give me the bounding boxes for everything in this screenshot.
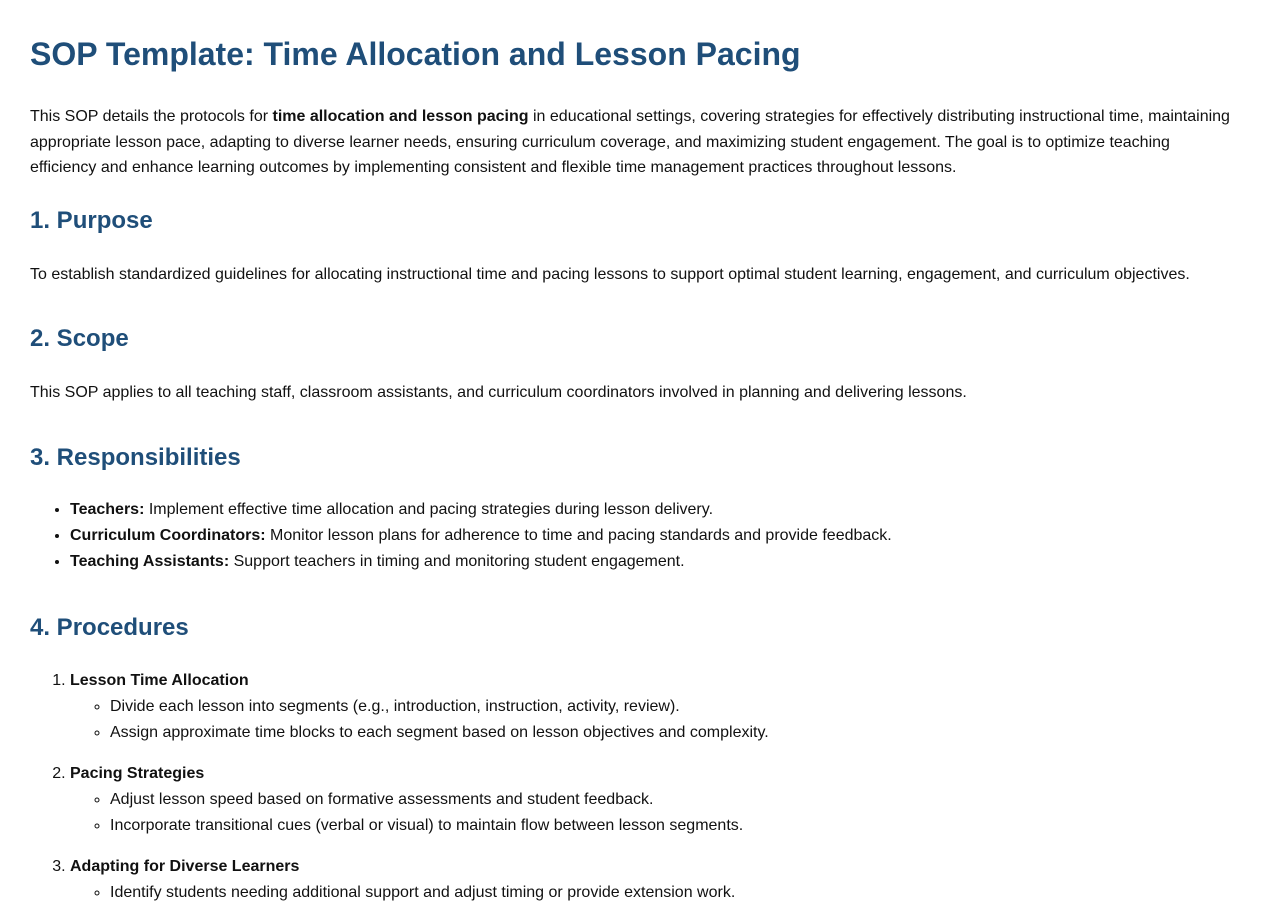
purpose-text: To establish standardized guidelines for allocating instructional time and pacing lessons to support optimal student learning, engagement, and curriculum objectives. bbox=[30, 265, 1190, 283]
section-heading-procedures: 4. Procedures bbox=[30, 613, 189, 641]
role-label: Teachers: bbox=[70, 500, 145, 518]
role-label: Curriculum Coordinators: bbox=[70, 526, 266, 544]
section-heading-responsibilities: 3. Responsibilities bbox=[30, 443, 241, 471]
procedure-step: ◦ Adjust lesson speed based on formative assessments and student feedback. bbox=[110, 787, 1233, 813]
procedure-title: Adapting for Diverse Learners bbox=[70, 857, 300, 875]
role-description: Monitor lesson plans for adherence to time and pacing standards and provide feedback. bbox=[265, 526, 892, 544]
list-item bbox=[70, 497, 1233, 523]
procedure-title: Pacing Strategies bbox=[70, 764, 205, 782]
responsibilities-list bbox=[30, 497, 1233, 575]
list-item bbox=[70, 549, 1233, 575]
procedure-step: ◦ Assign approximate time blocks to each segment based on lesson objectives and complexity. bbox=[110, 720, 1233, 746]
role-label: Teaching Assistants: bbox=[70, 552, 230, 570]
role-description: Implement effective time allocation and pacing strategies during lesson delivery. bbox=[144, 500, 714, 518]
role-description: Support teachers in timing and monitoring student engagement. bbox=[229, 552, 685, 570]
procedure-steps bbox=[70, 787, 1233, 839]
intro-text-bold: time allocation and lesson pacing bbox=[272, 108, 529, 125]
procedure-item bbox=[70, 761, 1233, 839]
section-heading-purpose: 1. Purpose bbox=[30, 206, 153, 234]
procedure-step: ◦ Incorporate transitional cues (verbal or visual) to maintain flow between lesson segments. bbox=[110, 813, 1233, 839]
procedure-step: ◦ Divide each lesson into segments (e.g., introduction, instruction, activity, review). bbox=[110, 694, 1233, 720]
procedure-step: ◦ Identify students needing additional support and adjust timing or provide extension work. bbox=[110, 880, 1233, 906]
procedure-steps bbox=[70, 694, 1233, 746]
procedures-list bbox=[30, 668, 1233, 906]
page-title: SOP Template: Time Allocation and Lesson Pacing bbox=[30, 36, 801, 72]
procedure-steps bbox=[70, 880, 1233, 906]
scope-text: This SOP applies to all teaching staff, classroom assistants, and curriculum coordinators involved in planning and delivering lessons. bbox=[30, 384, 967, 401]
procedure-item bbox=[70, 854, 1233, 906]
procedure-title: Lesson Time Allocation bbox=[70, 671, 249, 689]
procedure-item bbox=[70, 668, 1233, 746]
list-item bbox=[70, 523, 1233, 549]
intro-text-after: in educational settings, covering strategies for effectively distributing instructional time, maintaining appropriate lesson pace, adapting to diverse learner needs, ensuring curriculum coverage, and maximizing student engagement. The goal is to optimize teaching efficiency and enhance learning outcomes by implementing consistent and flexible time management practices throughout lessons. bbox=[30, 108, 1230, 176]
section-heading-scope: 2. Scope bbox=[30, 325, 129, 352]
intro-paragraph bbox=[30, 104, 1233, 181]
intro-text-before: This SOP details the protocols for bbox=[30, 108, 273, 125]
